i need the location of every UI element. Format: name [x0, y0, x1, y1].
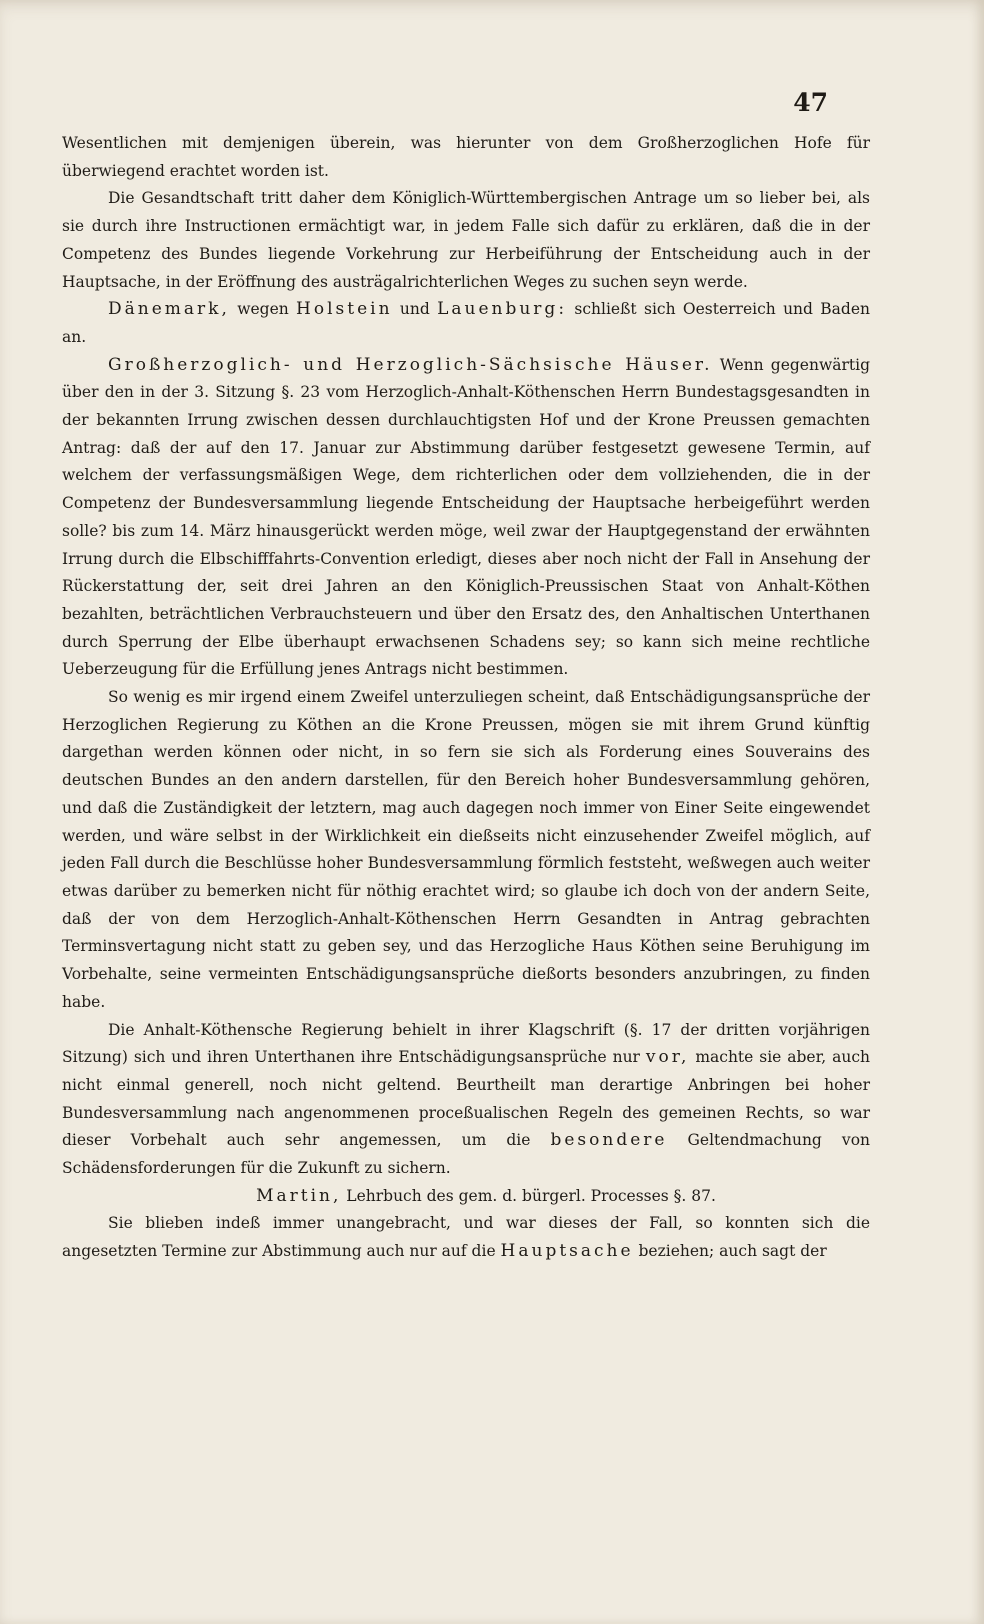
paragraph-6-text-b: machte sie aber, auch nicht einmal generell, noch nicht geltend. Beurtheilt man derartige Anbringen bei hoher Bundesversammlung nach angenommenen proceßualischen Regeln des gemeinen Rechts, so war dieser Vorbehalt auch sehr angemessen, um die: [62, 1048, 871, 1150]
page-number: 47: [793, 88, 828, 117]
section-heading-lauenburg: Lauenburg:: [437, 299, 568, 320]
paragraph-3-text-b: und: [392, 300, 438, 319]
section-heading-holstein: Holstein: [296, 299, 393, 320]
section-heading-saechsische-haeuser: Großherzoglich- und Herzoglich-Sächsische Häuser.: [108, 354, 713, 375]
body-text: [62, 130, 870, 1266]
citation-author: Martin,: [256, 1185, 342, 1206]
paragraph-3: [62, 296, 870, 351]
citation-text: Lehrbuch des gem. d. bürgerl. Processes §. 87.: [341, 1186, 716, 1205]
paragraph-8-text-b: beziehen; auch sagt der: [633, 1242, 827, 1261]
paragraph-6-text-c: Geltendmachung von Schädensforderungen für die Zukunft zu sichern.: [62, 1131, 871, 1178]
section-heading-daenemark: Dänemark,: [108, 299, 230, 320]
paragraph-5: So wenig es mir irgend einem Zweifel unterzuliegen scheint, daß Entschädigungsansprüche der Herzoglichen Regierung zu Köthen an die Krone Preussen, mögen sie mit ihrem Grund künftig dargethan werden können oder nicht, in so fern sie sich als Forderung eines Souverains des deutschen Bundes an den andern darstellen, für den Bereich hoher Bundesversammlung gehören, und daß die Zuständigkeit der letztern, mag auch dagegen noch immer von Einer Seite eingewendet werden, und wäre selbst in der Wirklichkeit ein dießseits nicht einzusehender Zweifel möglich, auf jeden Fall durch die Beschlüsse hoher Bundesversammlung förmlich feststeht, weßwegen auch weiter etwas darüber zu bemerken nicht für nöthig erachtet wird; so glaube ich doch von der andern Seite, daß der von dem Herzoglich-Anhalt-Köthenschen Herrn Gesandten in Antrag gebrachten Terminsvertagung nicht statt zu geben sey, und das Herzogliche Haus Köthen seine Beruhigung im Vorbehalte, seine vermeinten Entschädigungsansprüche dießorts besonders anzubringen, zu finden habe.: [62, 688, 870, 1011]
paragraph-4: [62, 352, 870, 684]
paragraph-6: [62, 1017, 870, 1183]
citation: [62, 1183, 870, 1211]
paragraph-6-text-a: Die Anhalt-Köthensche Regierung behielt in ihrer Klagschrift (§. 17 der dritten vorjährigen Sitzung) sich und ihren Unterthanen ihre Entschädigungsansprüche nur: [62, 1020, 870, 1067]
paragraph-8-spaced-a: Hauptsache: [500, 1241, 634, 1262]
paragraph-8: [62, 1210, 870, 1265]
paragraph-4-text: Wenn gegenwärtig über den in der 3. Sitzung §. 23 vom Herzoglich-Anhalt-Köthenschen Herrn Bundestagsgesandten in der bekannten Irrung zwischen dessen durchlauchtigsten Hof und der Krone Preussen gemachten Antrag: daß der auf den 17. Januar zur Abstimmung darüber festgesetzt gewesene Termin, auf welchem der verfassungsmäßigen Wege, dem richterlichen oder dem vollziehenden, die in der Competenz der Bundesversammlung liegende Entscheidung der Hauptsache herbeigeführt werden solle? bis zum 14. März hinausgerückt werden möge, weil zwar der Hauptgegenstand der erwähnten Irrung durch die Elbschifffahrts-Convention erledigt, dieses aber noch nicht der Fall in Ansehung der Rückerstattung der, seit drei Jahren an den Königlich-Preussischen Staat von Anhalt-Köthen bezahlten, beträchtlichen Verbrauchsteuern und über den Ersatz des, den Anhaltischen Unterthanen durch Sperrung der Elbe überhaupt erwachsenen Schadens sey; so kann sich meine rechtliche Ueberzeugung für die Erfüllung jenes Antrags nicht bestimmen.: [62, 355, 870, 679]
paragraph-2: Die Gesandtschaft tritt daher dem Königlich-Württembergischen Antrage um so lieber bei, als sie durch ihre Instructionen ermächtigt war, in jedem Falle sich dafür zu erklären, daß die in der Competenz des Bundes liegende Vorkehrung zur Herbeiführung der Entscheidung auch in der Hauptsache, in der Eröffnung des austrägalrichterlichen Weges zu suchen seyn werde.: [62, 189, 870, 291]
paragraph-3-text-a: wegen: [229, 300, 297, 319]
paragraph-6-spaced-b: besondere: [550, 1130, 668, 1151]
paragraph-6-spaced-a: vor,: [645, 1047, 690, 1068]
paragraph-3-text-c: schließt sich Oesterreich und Baden an.: [62, 300, 870, 346]
paragraph-8-text-a: Sie blieben indeß immer unangebracht, und war dieses der Fall, so konnten sich die angesetzten Termine zur Abstimmung auch nur auf die: [62, 1214, 870, 1261]
paragraph-1: Wesentlichen mit demjenigen überein, was hierunter von dem Großherzoglichen Hofe für überwiegend erachtet worden ist.: [62, 134, 870, 180]
